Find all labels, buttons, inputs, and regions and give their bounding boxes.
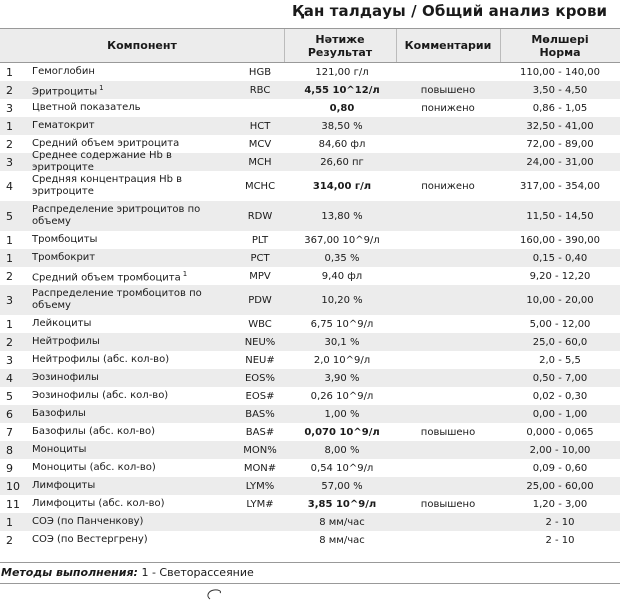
row-result: 0,070 10^9/л — [304, 426, 380, 438]
row-code: HCT — [249, 120, 271, 132]
table-body — [0, 63, 620, 549]
row-norm: 25,0 - 60,0 — [532, 336, 588, 348]
row-comment — [396, 249, 500, 267]
header-divider — [500, 29, 501, 62]
row-component-name: Гемоглобин — [32, 66, 95, 77]
row-code: MON% — [243, 444, 277, 456]
row-norm: 25,00 - 60,00 — [526, 480, 594, 492]
row-number: 1 — [6, 251, 13, 265]
row-comment: понижено — [421, 180, 475, 192]
table-row — [0, 441, 620, 459]
row-component-name: Тромбокрит — [32, 252, 96, 263]
row-number: 7 — [6, 425, 13, 439]
row-comment — [396, 351, 500, 369]
row-number: 2 — [6, 533, 13, 547]
row-result: 2,0 10^9/л — [313, 354, 371, 366]
row-norm: 2 - 10 — [545, 516, 575, 528]
row-norm: 1,20 - 3,00 — [532, 498, 588, 510]
row-code: MCH — [248, 156, 272, 168]
table-row — [0, 405, 620, 423]
row-number: 2 — [6, 335, 13, 349]
row-comment — [396, 333, 500, 351]
methods-label: Методы выполнения: — [1, 566, 138, 579]
row-number: 6 — [6, 407, 13, 421]
row-component-name: Базофилы (абс. кол-во) — [32, 426, 156, 437]
row-norm: 24,00 - 31,00 — [526, 156, 594, 168]
row-component-name: СОЭ (по Вестергрену) — [32, 534, 148, 545]
row-comment — [396, 63, 500, 81]
row-code: MCHC — [244, 180, 276, 192]
row-code: NEU% — [244, 336, 276, 348]
row-component-name: Цветной показатель — [32, 102, 141, 113]
table-row — [0, 477, 620, 495]
row-number: 3 — [6, 353, 13, 367]
row-code — [232, 513, 288, 531]
row-comment — [396, 153, 500, 171]
table-row — [0, 513, 620, 531]
row-code — [232, 531, 288, 549]
row-code: MPV — [249, 270, 271, 282]
row-number: 5 — [6, 389, 13, 403]
row-number: 1 — [6, 317, 13, 331]
row-result: 0,26 10^9/л — [310, 390, 374, 402]
row-component-name: Нейтрофилы — [32, 336, 100, 347]
table-row — [0, 285, 620, 315]
table-row — [0, 117, 620, 135]
table-row — [0, 171, 620, 201]
row-norm: 0,50 - 7,00 — [532, 372, 588, 384]
row-code: MCV — [248, 138, 272, 150]
results-table — [0, 28, 620, 549]
table-row — [0, 81, 620, 99]
row-norm: 0,15 - 0,40 — [532, 252, 588, 264]
row-comment — [396, 369, 500, 387]
table-row — [0, 201, 620, 231]
methods-footer — [0, 562, 620, 584]
table-row — [0, 99, 620, 117]
row-number: 1 — [6, 65, 13, 79]
row-number: 9 — [6, 461, 13, 475]
row-code: HGB — [248, 66, 272, 78]
row-number: 3 — [6, 293, 13, 307]
row-component-name: Средний объем эритроцита — [32, 138, 180, 149]
header-comment: Комментарии — [404, 39, 492, 52]
methods-text: 1 - Светорассеяние — [141, 566, 254, 579]
row-comment — [396, 267, 500, 285]
row-component-name: Средняя концентрация Hb в эритроците — [32, 174, 183, 197]
row-number: 3 — [6, 155, 13, 169]
table-row — [0, 150, 620, 173]
row-norm: 0,02 - 0,30 — [532, 390, 588, 402]
row-result: 13,80 % — [321, 210, 363, 222]
row-norm: 2,0 - 5,5 — [539, 354, 581, 366]
row-component-name: Моноциты (абс. кол-во) — [32, 462, 156, 473]
row-result: 3,90 % — [324, 372, 360, 384]
row-code: BAS% — [245, 408, 275, 420]
row-comment — [396, 231, 500, 249]
row-comment — [396, 135, 500, 153]
row-result: 367,00 10^9/л — [304, 234, 380, 246]
row-result: 0,35 % — [324, 252, 360, 264]
row-component-name: Нейтрофилы (абс. кол-во) — [32, 354, 170, 365]
row-norm: 0,000 - 0,065 — [526, 426, 594, 438]
row-component-name: Распределение эритроцитов по объему — [32, 204, 201, 227]
row-norm: 3,50 - 4,50 — [532, 84, 588, 96]
table-row — [0, 387, 620, 405]
row-result: 314,00 г/л — [312, 180, 372, 192]
row-code: RDW — [247, 210, 273, 222]
row-result: 8 мм/час — [319, 534, 365, 546]
row-norm: 0,00 - 1,00 — [532, 408, 588, 420]
row-component-name: Гематокрит — [32, 120, 95, 131]
row-comment — [396, 117, 500, 135]
header-norm: Мөлшері Норма — [531, 32, 589, 59]
row-result: 38,50 % — [321, 120, 363, 132]
row-component-name: Тромбоциты — [32, 234, 98, 245]
row-comment — [396, 513, 500, 531]
row-component-name: Моноциты — [32, 444, 87, 455]
row-component-name: Эритроциты $^1$ — [32, 83, 104, 98]
row-result: 3,85 10^9/л — [307, 498, 377, 510]
row-result: 26,60 пг — [320, 156, 364, 168]
row-code: LYM% — [245, 480, 275, 492]
row-component-name: Базофилы — [32, 408, 86, 419]
row-comment — [396, 459, 500, 477]
row-result: 4,55 10^12/л — [304, 84, 380, 96]
table-row — [0, 459, 620, 477]
table-row — [0, 531, 620, 549]
row-norm: 32,50 - 41,00 — [526, 120, 594, 132]
row-code: WBC — [248, 318, 272, 330]
row-result: 0,54 10^9/л — [310, 462, 374, 474]
row-result: 9,40 фл — [321, 270, 363, 282]
table-row — [0, 267, 620, 285]
row-norm: 0,86 - 1,05 — [532, 102, 588, 114]
row-result: 0,80 — [329, 102, 355, 114]
row-norm: 160,00 - 390,00 — [520, 234, 600, 246]
row-norm: 10,00 - 20,00 — [526, 294, 594, 306]
row-code: MON# — [243, 462, 277, 474]
row-code: PCT — [250, 252, 270, 264]
row-number: 4 — [6, 179, 13, 193]
row-component-name: Эозинофилы — [32, 372, 99, 383]
row-result: 8 мм/час — [319, 516, 365, 528]
row-comment: повышено — [420, 498, 476, 510]
row-comment — [396, 441, 500, 459]
header-result: Нәтиже Результат — [307, 32, 373, 59]
row-number: 5 — [6, 209, 13, 223]
row-code — [232, 99, 288, 117]
row-number: 1 — [6, 233, 13, 247]
row-comment — [396, 285, 500, 315]
row-norm: 5,00 - 12,00 — [529, 318, 591, 330]
row-result: 6,75 10^9/л — [310, 318, 374, 330]
row-comment — [396, 387, 500, 405]
row-comment: повышено — [420, 84, 476, 96]
row-result: 1,00 % — [324, 408, 360, 420]
table-row — [0, 333, 620, 351]
method-footnote: 1 — [99, 83, 104, 92]
row-number: 4 — [6, 371, 13, 385]
table-row — [0, 231, 620, 249]
row-number: 2 — [6, 269, 13, 283]
row-number: 1 — [6, 119, 13, 133]
row-result: 121,00 г/л — [315, 66, 369, 78]
signature-mark — [196, 588, 236, 600]
row-number: 11 — [6, 497, 20, 511]
row-code: RBC — [249, 84, 271, 96]
row-component-name: Средний объем тромбоцита $^1$ — [32, 269, 188, 284]
row-result: 30,1 % — [324, 336, 360, 348]
row-number: 2 — [6, 83, 13, 97]
table-row — [0, 315, 620, 333]
table-row — [0, 351, 620, 369]
row-norm: 2 - 10 — [545, 534, 575, 546]
row-component-name: Эозинофилы (абс. кол-во) — [32, 390, 169, 401]
table-row — [0, 423, 620, 441]
row-norm: 0,09 - 0,60 — [532, 462, 588, 474]
header-divider — [284, 29, 285, 62]
row-comment — [396, 201, 500, 231]
row-number: 2 — [6, 137, 13, 151]
row-code: PDW — [248, 294, 272, 306]
row-result: 84,60 фл — [318, 138, 366, 150]
row-number: 10 — [6, 479, 20, 493]
row-code: NEU# — [245, 354, 275, 366]
table-row — [0, 249, 620, 267]
row-norm: 317,00 - 354,00 — [520, 180, 600, 192]
table-row — [0, 495, 620, 513]
row-norm: 11,50 - 14,50 — [526, 210, 594, 222]
row-component-name: Лимфоциты (абс. кол-во) — [32, 498, 165, 509]
row-code: EOS% — [244, 372, 276, 384]
row-comment: понижено — [421, 102, 475, 114]
row-component-name: Лейкоциты — [32, 318, 92, 329]
row-comment — [396, 315, 500, 333]
row-number: 3 — [6, 101, 13, 115]
row-result: 57,00 % — [321, 480, 363, 492]
row-component-name: Среднее содержание Hb в эритроците — [32, 150, 172, 173]
row-component-name: Распределение тромбоцитов по объему — [32, 288, 202, 311]
header-component: Компонент — [107, 39, 177, 52]
row-component-name: Лимфоциты — [32, 480, 96, 491]
row-norm: 110,00 - 140,00 — [520, 66, 600, 78]
row-comment — [396, 405, 500, 423]
page-title: Қан талдауы / Общий анализ крови — [292, 2, 608, 20]
table-row — [0, 369, 620, 387]
row-code: PLT — [251, 234, 269, 246]
row-norm: 9,20 - 12,20 — [529, 270, 591, 282]
row-code: LYM# — [246, 498, 274, 510]
row-result: 10,20 % — [321, 294, 363, 306]
header-divider — [396, 29, 397, 62]
table-header — [0, 29, 620, 63]
row-code: BAS# — [245, 426, 275, 438]
row-norm: 72,00 - 89,00 — [526, 138, 594, 150]
row-result: 8,00 % — [324, 444, 360, 456]
row-comment — [396, 477, 500, 495]
row-number: 8 — [6, 443, 13, 457]
row-comment — [396, 531, 500, 549]
method-footnote: 1 — [182, 269, 188, 278]
table-row — [0, 63, 620, 81]
row-code: EOS# — [245, 390, 275, 402]
row-comment: повышено — [420, 426, 476, 438]
row-norm: 2,00 - 10,00 — [529, 444, 591, 456]
row-number: 1 — [6, 515, 13, 529]
row-component-name: СОЭ (по Панченкову) — [32, 516, 144, 527]
